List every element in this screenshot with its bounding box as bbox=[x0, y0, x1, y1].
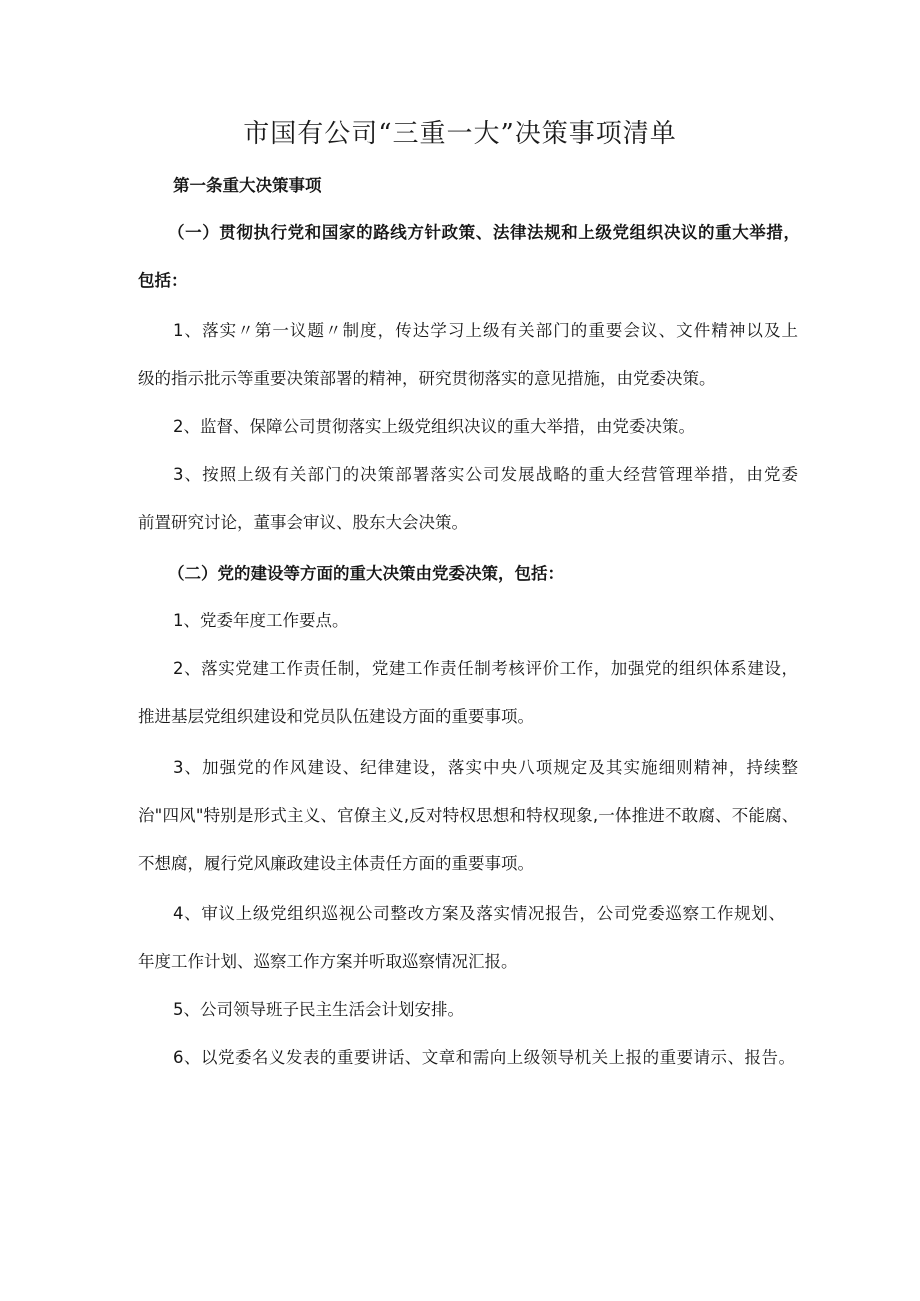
section-1-item-1: 1、落实〃第一议题〃制度，传达学习上级有关部门的重要会议、文件精神以及上 bbox=[173, 321, 798, 340]
section-1-item-3-cont: 前置研究讨论，董事会审议、股东大会决策。 bbox=[138, 513, 468, 532]
article-heading: 第一条重大决策事项 bbox=[173, 176, 322, 195]
document-title: 市国有公司“三重一大”决策事项清单 bbox=[243, 119, 677, 149]
section-2-item-4-cont: 年度工作计划、巡察工作方案并听取巡察情况汇报。 bbox=[138, 952, 518, 971]
section-2-item-1: 1、党委年度工作要点。 bbox=[173, 611, 349, 630]
section-2-item-2: 2、落实党建工作责任制，党建工作责任制考核评价工作，加强党的组织体系建设， bbox=[173, 659, 798, 678]
section-1-heading: （一）贯彻执行党和国家的路线方针政策、法律法规和上级党组织决议的重大举措， bbox=[168, 223, 800, 242]
section-2-item-4: 4、审议上级党组织巡视公司整改方案及落实情况报告，公司党委巡察工作规划、 bbox=[173, 904, 785, 923]
section-1-item-2: 2、监督、保障公司贯彻落实上级党组织决议的重大举措，由党委决策。 bbox=[173, 417, 695, 436]
section-2-item-3-cont: 治"四风"特别是形式主义、官僚主义,反对特权思想和特权现象,一体推进不敢腐、不能腐、 bbox=[138, 806, 798, 825]
section-2-item-5: 5、公司领导班子民主生活会计划安排。 bbox=[173, 1000, 464, 1019]
section-2-item-2-cont: 推进基层党组织建设和党员队伍建设方面的重要事项。 bbox=[138, 707, 534, 726]
section-2-item-3: 3、加强党的作风建设、纪律建设，落实中央八项规定及其实施细则精神，持续整 bbox=[173, 758, 798, 777]
section-1-item-1-cont: 级的指示批示等重要决策部署的精神，研究贯彻落实的意见措施，由党委决策。 bbox=[138, 369, 716, 388]
section-1-heading-cont: 包括： bbox=[138, 271, 188, 290]
section-2-item-3-cont2: 不想腐，履行党风廉政建设主体责任方面的重要事项。 bbox=[138, 854, 534, 873]
section-2-item-6: 6、以党委名义发表的重要讲话、文章和需向上级领导机关上报的重要请示、报告。 bbox=[173, 1048, 795, 1067]
section-1-item-3: 3、按照上级有关部门的决策部署落实公司发展战略的重大经营管理举措，由党委 bbox=[173, 465, 798, 484]
section-2-heading: （二）党的建设等方面的重大决策由党委决策，包括： bbox=[168, 564, 564, 583]
